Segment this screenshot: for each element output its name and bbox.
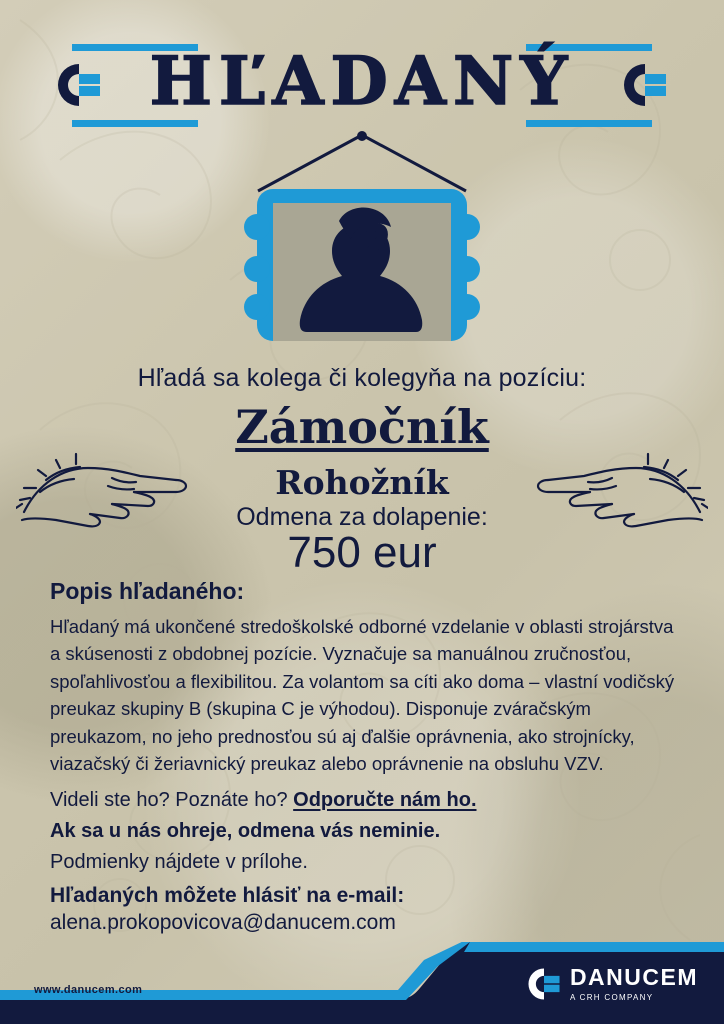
brand-subtitle: A CRH COMPANY bbox=[569, 993, 654, 1002]
bonus-line: Ak sa u nás ohreje, odmena vás neminie. bbox=[50, 820, 441, 843]
pointing-hand-icon bbox=[16, 442, 191, 528]
conditions-line: Podmienky nájdete v prílohe. bbox=[50, 851, 308, 874]
description-body: Hľadaný má ukončené stredoškolské odborné vzdelanie v oblasti strojárstva a skúsenosti z obdobnej pozície. Vyznačuje sa manuálnou zručnosťou, spoľahlivosťou a flexibilitou. Za volantom sa cíti ako doma – vlastní vodičský preukaz skupiny B (skupina C je výhodou). Disponuje zváračským preukazom, no jeho prednosťou sú aj ďalšie oprávnenia, ako strojnícky, viazačský či žeriavnický preukaz alebo oprávnenie na obsluhu VZV. bbox=[50, 616, 675, 774]
position-location: Rohožník bbox=[275, 463, 449, 502]
referral-line bbox=[50, 789, 684, 812]
silhouette-question-icon bbox=[243, 183, 481, 347]
brand-lockup bbox=[527, 966, 698, 1002]
description-block bbox=[46, 578, 684, 935]
position-title: Zámočník bbox=[235, 400, 489, 454]
lead-text: Hľadá sa kolega či kolegyňa na pozíciu: bbox=[137, 364, 587, 392]
poster-title-wrap bbox=[0, 42, 724, 120]
brand-name: DANUCEM bbox=[569, 964, 698, 990]
mail-label: Hľadaných môžete hlásiť na e-mail: bbox=[50, 884, 405, 908]
footer bbox=[0, 942, 724, 1024]
page-title: HĽADANÝ bbox=[149, 42, 575, 120]
description-heading: Popis hľadaného: bbox=[50, 578, 245, 604]
svg-text:?: ? bbox=[356, 211, 392, 284]
footer-website[interactable]: www.danucem.com bbox=[34, 984, 143, 996]
referral-line-plain: Videli ste ho? Poznáte ho? bbox=[50, 789, 294, 812]
mail-address[interactable]: alena.prokopovicova@danucem.com bbox=[50, 911, 396, 935]
c-logo-icon bbox=[527, 967, 561, 1001]
title-rule-bottom-right bbox=[526, 120, 652, 127]
pointing-hand-icon bbox=[533, 442, 708, 528]
referral-link[interactable]: Odporučte nám ho. bbox=[293, 789, 477, 812]
reward-amount: 750 eur bbox=[287, 528, 437, 577]
reward-label: Odmena za dolapenie: bbox=[236, 503, 488, 531]
title-rule-bottom-left bbox=[72, 120, 198, 127]
